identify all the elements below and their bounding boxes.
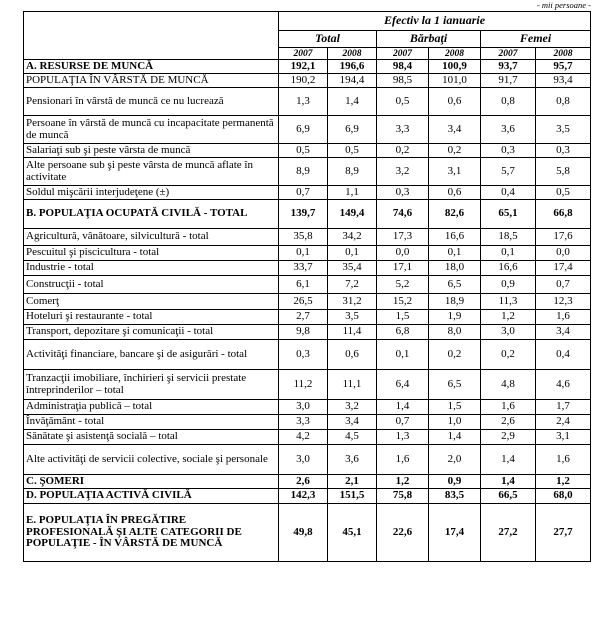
row-value: 0,7 bbox=[536, 276, 591, 294]
header-group-femei: Femei bbox=[481, 31, 591, 48]
row-label: Persoane în vârstă de muncă cu incapacitate permanentă de muncă bbox=[24, 116, 279, 144]
table-row bbox=[24, 158, 591, 186]
row-value: 3,3 bbox=[279, 415, 328, 430]
row-value: 0,0 bbox=[377, 246, 429, 261]
row-value: 0,2 bbox=[481, 340, 536, 370]
row-value: 192,1 bbox=[279, 60, 328, 74]
row-value: 2,9 bbox=[481, 430, 536, 445]
row-value: 1,6 bbox=[481, 400, 536, 415]
table-row bbox=[24, 445, 591, 475]
table-row bbox=[24, 400, 591, 415]
row-value: 0,1 bbox=[328, 246, 377, 261]
row-label: Agricultură, vânătoare, silvicultură - total bbox=[24, 229, 279, 246]
row-label: Industrie - total bbox=[24, 261, 279, 276]
table-row bbox=[24, 310, 591, 325]
row-value: 2,6 bbox=[279, 475, 328, 489]
row-value: 8,9 bbox=[279, 158, 328, 186]
row-value: 27,7 bbox=[536, 504, 591, 562]
row-label: Alte activităţi de servicii colective, sociale şi personale bbox=[24, 445, 279, 475]
row-value: 0,1 bbox=[481, 246, 536, 261]
row-value: 6,5 bbox=[429, 370, 481, 400]
row-value: 16,6 bbox=[481, 261, 536, 276]
row-value: 18,0 bbox=[429, 261, 481, 276]
row-label: B. POPULAŢIA OCUPATĂ CIVILĂ - TOTAL bbox=[24, 200, 279, 229]
row-value: 3,2 bbox=[328, 400, 377, 415]
row-value: 5,7 bbox=[481, 158, 536, 186]
row-value: 1,0 bbox=[429, 415, 481, 430]
row-value: 3,3 bbox=[377, 116, 429, 144]
table-row bbox=[24, 325, 591, 340]
row-value: 1,9 bbox=[429, 310, 481, 325]
row-value: 18,5 bbox=[481, 229, 536, 246]
row-value: 0,2 bbox=[429, 340, 481, 370]
row-label: Comerţ bbox=[24, 294, 279, 310]
row-value: 0,8 bbox=[481, 88, 536, 116]
row-value: 3,5 bbox=[328, 310, 377, 325]
row-value: 74,6 bbox=[377, 200, 429, 229]
row-value: 1,4 bbox=[377, 400, 429, 415]
row-value: 68,0 bbox=[536, 489, 591, 504]
row-value: 0,3 bbox=[279, 340, 328, 370]
table-row bbox=[24, 294, 591, 310]
row-value: 1,1 bbox=[328, 186, 377, 200]
row-label: Învăţământ - total bbox=[24, 415, 279, 430]
row-label: Sănătate şi asistenţă socială – total bbox=[24, 430, 279, 445]
row-value: 1,5 bbox=[429, 400, 481, 415]
row-label: Pescuitul şi piscicultura - total bbox=[24, 246, 279, 261]
row-value: 0,6 bbox=[429, 88, 481, 116]
row-value: 3,0 bbox=[279, 445, 328, 475]
row-value: 151,5 bbox=[328, 489, 377, 504]
table-row bbox=[24, 186, 591, 200]
table-row bbox=[24, 276, 591, 294]
row-value: 0,6 bbox=[328, 340, 377, 370]
row-value: 33,7 bbox=[279, 261, 328, 276]
row-label: Pensionari în vârstă de muncă ce nu lucrează bbox=[24, 88, 279, 116]
row-value: 101,0 bbox=[429, 74, 481, 88]
table-row bbox=[24, 504, 591, 562]
row-value: 1,6 bbox=[536, 310, 591, 325]
table-row bbox=[24, 415, 591, 430]
row-value: 0,3 bbox=[536, 144, 591, 158]
row-value: 2,7 bbox=[279, 310, 328, 325]
row-value: 91,7 bbox=[481, 74, 536, 88]
header-main: Efectiv la 1 ianuarie bbox=[279, 12, 591, 31]
row-label: Tranzacţii imobiliare, închirieri şi servicii prestate întreprinderilor – total bbox=[24, 370, 279, 400]
row-value: 4,2 bbox=[279, 430, 328, 445]
header-year: 2007 bbox=[279, 48, 328, 60]
row-value: 22,6 bbox=[377, 504, 429, 562]
row-value: 8,0 bbox=[429, 325, 481, 340]
row-value: 1,2 bbox=[377, 475, 429, 489]
row-value: 2,6 bbox=[481, 415, 536, 430]
row-value: 0,4 bbox=[481, 186, 536, 200]
row-value: 16,6 bbox=[429, 229, 481, 246]
row-value: 0,0 bbox=[536, 246, 591, 261]
row-value: 0,1 bbox=[279, 246, 328, 261]
header-group-barbati: Bărbaţi bbox=[377, 31, 481, 48]
row-label: Alte persoane sub şi peste vârsta de muncă aflate în activitate bbox=[24, 158, 279, 186]
unit-note: - mii persoane - bbox=[536, 0, 591, 10]
row-value: 3,0 bbox=[279, 400, 328, 415]
row-value: 93,7 bbox=[481, 60, 536, 74]
table-row bbox=[24, 74, 591, 88]
row-value: 34,2 bbox=[328, 229, 377, 246]
row-value: 1,5 bbox=[377, 310, 429, 325]
header-group-total: Total bbox=[279, 31, 377, 48]
row-value: 3,2 bbox=[377, 158, 429, 186]
row-value: 6,4 bbox=[377, 370, 429, 400]
row-value: 1,3 bbox=[377, 430, 429, 445]
row-value: 0,2 bbox=[377, 144, 429, 158]
table-row bbox=[24, 340, 591, 370]
row-value: 0,5 bbox=[377, 88, 429, 116]
row-value: 194,4 bbox=[328, 74, 377, 88]
row-value: 82,6 bbox=[429, 200, 481, 229]
row-value: 27,2 bbox=[481, 504, 536, 562]
statistics-table bbox=[23, 11, 591, 562]
header-row-main bbox=[24, 12, 591, 31]
table-row bbox=[24, 261, 591, 276]
row-value: 142,3 bbox=[279, 489, 328, 504]
row-value: 4,5 bbox=[328, 430, 377, 445]
row-value: 1,2 bbox=[536, 475, 591, 489]
row-value: 3,5 bbox=[536, 116, 591, 144]
header-year: 2007 bbox=[481, 48, 536, 60]
row-value: 4,8 bbox=[481, 370, 536, 400]
row-value: 0,3 bbox=[377, 186, 429, 200]
row-value: 0,7 bbox=[279, 186, 328, 200]
row-value: 3,1 bbox=[536, 430, 591, 445]
row-value: 1,4 bbox=[481, 475, 536, 489]
row-value: 3,6 bbox=[481, 116, 536, 144]
row-value: 17,4 bbox=[536, 261, 591, 276]
row-value: 65,1 bbox=[481, 200, 536, 229]
row-value: 35,8 bbox=[279, 229, 328, 246]
row-value: 6,9 bbox=[328, 116, 377, 144]
row-value: 139,7 bbox=[279, 200, 328, 229]
row-value: 4,6 bbox=[536, 370, 591, 400]
row-value: 0,9 bbox=[481, 276, 536, 294]
row-value: 2,4 bbox=[536, 415, 591, 430]
row-value: 7,2 bbox=[328, 276, 377, 294]
row-value: 31,2 bbox=[328, 294, 377, 310]
row-value: 0,2 bbox=[429, 144, 481, 158]
row-value: 93,4 bbox=[536, 74, 591, 88]
row-value: 1,6 bbox=[377, 445, 429, 475]
row-value: 1,4 bbox=[328, 88, 377, 116]
row-value: 9,8 bbox=[279, 325, 328, 340]
row-value: 11,1 bbox=[328, 370, 377, 400]
row-label: Transport, depozitare şi comunicaţii - total bbox=[24, 325, 279, 340]
row-value: 0,5 bbox=[328, 144, 377, 158]
header-blank-cell bbox=[24, 12, 279, 60]
row-value: 0,8 bbox=[536, 88, 591, 116]
row-value: 6,1 bbox=[279, 276, 328, 294]
row-value: 26,5 bbox=[279, 294, 328, 310]
table-row bbox=[24, 475, 591, 489]
row-value: 0,6 bbox=[429, 186, 481, 200]
header-year: 2007 bbox=[377, 48, 429, 60]
row-value: 2,0 bbox=[429, 445, 481, 475]
row-value: 11,4 bbox=[328, 325, 377, 340]
row-label: A. RESURSE DE MUNCĂ bbox=[24, 60, 279, 74]
table-row bbox=[24, 246, 591, 261]
row-value: 0,5 bbox=[536, 186, 591, 200]
row-value: 17,4 bbox=[429, 504, 481, 562]
row-value: 66,5 bbox=[481, 489, 536, 504]
row-value: 3,6 bbox=[328, 445, 377, 475]
row-value: 18,9 bbox=[429, 294, 481, 310]
row-value: 98,4 bbox=[377, 60, 429, 74]
row-value: 17,3 bbox=[377, 229, 429, 246]
row-value: 49,8 bbox=[279, 504, 328, 562]
row-value: 17,1 bbox=[377, 261, 429, 276]
row-value: 1,4 bbox=[481, 445, 536, 475]
row-value: 3,4 bbox=[328, 415, 377, 430]
table-row bbox=[24, 144, 591, 158]
row-value: 6,5 bbox=[429, 276, 481, 294]
table-row bbox=[24, 489, 591, 504]
row-value: 0,1 bbox=[377, 340, 429, 370]
row-value: 12,3 bbox=[536, 294, 591, 310]
row-value: 5,8 bbox=[536, 158, 591, 186]
row-value: 0,3 bbox=[481, 144, 536, 158]
row-value: 98,5 bbox=[377, 74, 429, 88]
table-row bbox=[24, 229, 591, 246]
header-year: 2008 bbox=[536, 48, 591, 60]
table-row bbox=[24, 60, 591, 74]
row-value: 0,9 bbox=[429, 475, 481, 489]
row-label: E. POPULAŢIA ÎN PREGĂTIRE PROFESIONALĂ ŞI ALTE CATEGORII DE POPULAŢIE - ÎN VÂRSTĂ DE MUNCĂ bbox=[24, 504, 279, 562]
header-year: 2008 bbox=[429, 48, 481, 60]
row-value: 3,4 bbox=[536, 325, 591, 340]
row-value: 45,1 bbox=[328, 504, 377, 562]
row-value: 190,2 bbox=[279, 74, 328, 88]
row-value: 196,6 bbox=[328, 60, 377, 74]
row-value: 6,8 bbox=[377, 325, 429, 340]
table-row bbox=[24, 200, 591, 229]
row-value: 35,4 bbox=[328, 261, 377, 276]
row-value: 0,5 bbox=[279, 144, 328, 158]
row-value: 95,7 bbox=[536, 60, 591, 74]
row-label: Administraţia publică – total bbox=[24, 400, 279, 415]
row-value: 0,7 bbox=[377, 415, 429, 430]
row-value: 83,5 bbox=[429, 489, 481, 504]
row-value: 1,2 bbox=[481, 310, 536, 325]
row-value: 3,0 bbox=[481, 325, 536, 340]
row-value: 3,4 bbox=[429, 116, 481, 144]
header-year: 2008 bbox=[328, 48, 377, 60]
row-value: 1,6 bbox=[536, 445, 591, 475]
row-label: Activităţi financiare, bancare şi de asigurări - total bbox=[24, 340, 279, 370]
row-value: 11,2 bbox=[279, 370, 328, 400]
row-value: 8,9 bbox=[328, 158, 377, 186]
row-label: C. ŞOMERI bbox=[24, 475, 279, 489]
table-row bbox=[24, 430, 591, 445]
row-value: 0,1 bbox=[429, 246, 481, 261]
row-label: Soldul mişcării interjudeţene (±) bbox=[24, 186, 279, 200]
row-value: 2,1 bbox=[328, 475, 377, 489]
row-label: POPULAŢIA ÎN VÂRSTĂ DE MUNCĂ bbox=[24, 74, 279, 88]
row-value: 66,8 bbox=[536, 200, 591, 229]
table-row bbox=[24, 116, 591, 144]
row-value: 1,3 bbox=[279, 88, 328, 116]
row-value: 100,9 bbox=[429, 60, 481, 74]
row-label: D. POPULAŢIA ACTIVĂ CIVILĂ bbox=[24, 489, 279, 504]
row-label: Hoteluri şi restaurante - total bbox=[24, 310, 279, 325]
table-row bbox=[24, 88, 591, 116]
row-value: 15,2 bbox=[377, 294, 429, 310]
row-value: 0,4 bbox=[536, 340, 591, 370]
row-value: 1,4 bbox=[429, 430, 481, 445]
row-value: 17,6 bbox=[536, 229, 591, 246]
row-value: 75,8 bbox=[377, 489, 429, 504]
row-value: 3,1 bbox=[429, 158, 481, 186]
row-label: Construcţii - total bbox=[24, 276, 279, 294]
row-value: 149,4 bbox=[328, 200, 377, 229]
row-value: 5,2 bbox=[377, 276, 429, 294]
row-value: 6,9 bbox=[279, 116, 328, 144]
row-value: 1,7 bbox=[536, 400, 591, 415]
row-value: 11,3 bbox=[481, 294, 536, 310]
row-label: Salariaţi sub şi peste vârsta de muncă bbox=[24, 144, 279, 158]
table-row bbox=[24, 370, 591, 400]
